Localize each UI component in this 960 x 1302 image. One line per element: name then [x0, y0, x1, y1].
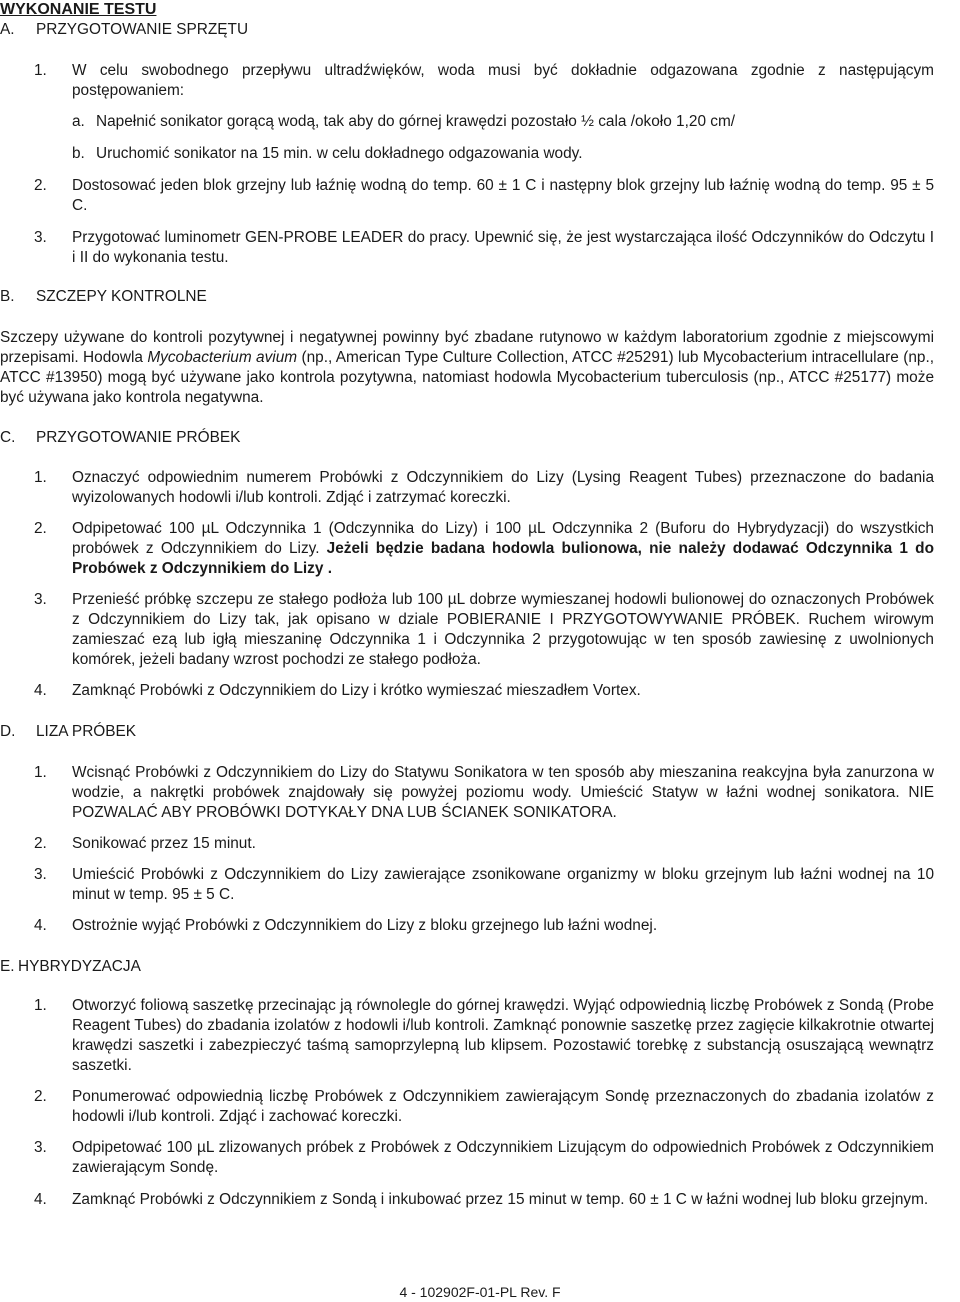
section-a-heading [0, 20, 248, 40]
paragraph: Szczepy używane do kontroli pozytywnej i negatywnej powinny być zbadane rutynowo w każdym laboratorium zgodnie z miejscowymi przepisami. Hodowla Mycobacterium avium (np., American Type Culture Collection, ATCC #25291) lub Mycobacterium intracellulare (np., ATCC #13950) mogą być używane jako kontrola pozytywna, natomiast hodowla Mycobacterium tuberculosis (np., ATCC #25177) może być używana jako kontrola negatywna. [0, 329, 934, 406]
section-letter: C. [0, 429, 16, 446]
page-footer: 4 - 102902F-01-PL Rev. F [399, 1284, 561, 1300]
page-title: WYKONANIE TESTU [0, 1, 157, 18]
section-title: SZCZEPY KONTROLNE [36, 288, 207, 305]
section-letter: A. [0, 21, 15, 38]
section-d-heading [0, 722, 136, 742]
section-title: LIZA PRÓBEK [36, 723, 137, 740]
document-page: WYKONANIE TESTU A. PRZYGOTOWANIE SPRZĘTU 1. W celu swobodnego przepływu ultradźwięków, woda musi być dokładnie odgazowana zgodnie z następującym postępowaniem: a. Napełnić sonikator gorącą wodą, tak aby do górnej krawędzi pozostało ½ cala /około 1,20 cm/ b. Uruchomić sonikator na 15 min. w celu dokładnego odgazowania wody. 2. Dostosować jeden blok grzejny lub łaźnię wodną do temp. 60 ± 1 C i następny blok grzejny lub łaźnię wodną do temp. 95 ± 5 C. 3. Przygotować luminometr GEN-PROBE LEADER do pracy. Upewnić się, że jest wystarczająca ilość Odczynników do Odczytu I i II do wykonania testu. B. SZCZEPY KONTROLNE Szczepy używane do kontroli pozytywnej i negatywnej powinny być zbadane rutynowo w każdym laboratorium zgodnie z miejscowymi przepisami. Hodowla Mycobacterium avium (np., American Type Culture Collection, ATCC #25291) lub Mycobacterium intracellulare (np., ATCC #13950) mogą być używane jako kontrola pozytywna, natomiast hodowla Mycobacterium tuberculosis (np., ATCC #25177) może być używana jako kontrola negatywna. C. PRZYGOTOWANIE PRÓBEK 1. Oznaczyć odpowiednim numerem Probówki z Odczynnikiem do Lizy (Lysing Reagent Tubes) przeznaczone do badania wyizolowanych hodowli i/lub kontroli. Zdjąć i zatrzymać koreczki. 2. Odpipetować 100 µL Odczynnika 1 (Odczynnika do Lizy) i 100 µL Odczynnika 2 (Buforu do Hybrydyzacji) do wszystkich probówek z Odczynnikiem do Lizy. Jeżeli będzie badana hodowla bulionowa, nie należy dodawać Odczynnika 1 do Probówek z Odczynnikiem do Lizy . 3. Przenieść próbkę szczepu ze stałego podłoża lub 100 µL dobrze wymieszanej hodowli bulionowej do oznaczonych Probówek z Odczynnikiem do Lizy tak, jak opisano w dziale POBIERANIE I PRZYGOTOWYWANIE PRÓBEK. Ruchem wirowym zamieszać ezą lub igłą mieszaninę Odczynnika 1 i Odczynnika 2 przygotowując w ten sposób zawiesinę z uwolnionych komórek, jeżeli badany wzrost pochodzi ze stałego podłoża. 4. Zamknąć Probówki z Odczynnikiem do Lizy i krótko wymieszać mieszadłem Vortex. D. LIZA PRÓBEK 1. Wcisnąć Probówki z Odczynnikiem do Lizy do Statywu Sonikatora w ten sposób aby mieszanina reakcyjna była zanurzona w wodzie, a nakrętki probówek znajdowały się powyżej poziomu wody. Umieścić Statyw w łaźni wodnej sonikatora. NIE POZWALAĆ ABY PROBÓWKI DOTYKAŁY DNA LUB ŚCIANEK SONIKATORA. 2. Sonikować przez 15 minut. 3. Umieścić Probówki z Odczynnikiem do Lizy zawierające zsonikowane organizmy w bloku grzejnym lub łaźni wodnej na 10 minut w temp. 95 ± 5 C. 4. Ostrożnie wyjąć Probówki z Odczynnikiem do Lizy z bloku grzejnego lub łaźni wodnej. E. HYBRYDYZACJA 1. Otworzyć foliową saszetkę przecinając ją równolegle do górnej krawędzi. Wyjąć odpowiednią liczbę Probówek z Sondą (Probe Reagent Tubes) do zbadania izolatów z hodowli i/lub kontroli. Zamknąć ponownie saszetkę przez zagięcie kilkakrotnie otwartej krawędzi saszetki i zabezpieczyć taśmą samoprzylepną lub klipsem. Pozostawić torebkę z substancją osuszającą wewnątrz saszetki. 2. Ponumerować odpowiednią liczbę Probówek z Odczynnikiem zawierającym Sondę przeznaczonych do zbadania izolatów z hodowli i/lub kontroli. Zdjąć i zachować koreczki. 3. Odpipetować 100 µL zlizowanych próbek z Probówek z Odczynnikiem Lizującym do odpowiednich Probówek z Odczynnikiem zawierającym Sondę. 4. Zamknąć Probówki z Odczynnikiem z Sondą i inkubować przez 15 minut w temp. 60 ± 1 C w łaźni wodnej lub bloku grzejnym. 4 - 102902F-01-PL Rev. F [0, 0, 960, 1297]
section-b-heading [0, 287, 207, 307]
section-e-heading [0, 957, 141, 977]
section-letter: B. [0, 288, 15, 305]
section-c-heading [0, 428, 240, 448]
section-letter: D. [0, 723, 16, 740]
section-title: PRZYGOTOWANIE PRÓBEK [36, 429, 241, 446]
section-title: HYBRYDYZACJA [18, 958, 141, 975]
section-title: PRZYGOTOWANIE SPRZĘTU [36, 21, 249, 38]
section-letter: E. [0, 958, 15, 975]
